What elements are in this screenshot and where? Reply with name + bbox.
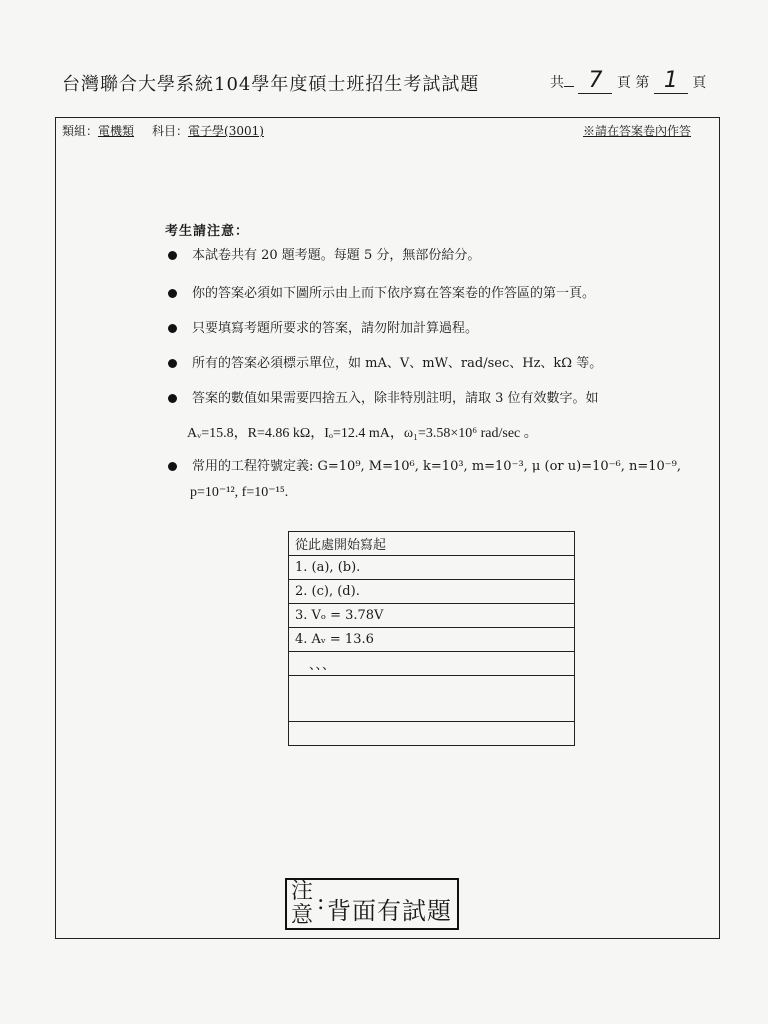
stamp-char-1: 注 (291, 879, 314, 904)
category-label: 類組： (62, 124, 99, 138)
answer-note: ※請在答案卷內作答 (583, 124, 692, 138)
table-row (289, 604, 575, 628)
table-cell: 1. (a), (b). (289, 556, 575, 580)
table-row (289, 722, 575, 746)
table-cell: 2. (c), (d). (289, 580, 575, 604)
page-indicator (550, 68, 706, 94)
exam-title: 台灣聯合大學系統104學年度碩士班招生考試試題 (62, 74, 480, 95)
table-row (289, 532, 575, 556)
bullet-icon (168, 289, 177, 298)
bullet-icon (168, 394, 177, 403)
bullet-icon (168, 359, 177, 368)
exam-header (62, 66, 712, 98)
stamp-colon: : (317, 890, 325, 915)
table-cell: 3. Vₒ = 3.78V (289, 604, 575, 628)
total-prefix: 共 (550, 75, 564, 91)
current-unit: 頁 (692, 75, 707, 91)
notice-example: Aᵥ=15.8，R=4.86 kΩ，Iₒ=12.4 mA，ω₁=3.58×10⁶ rad/sec 。 (187, 426, 538, 441)
category-value: 電機類 (98, 124, 135, 138)
page-unit: 頁 (616, 75, 631, 91)
notice-continuation: p=10⁻¹², f=10⁻¹⁵. (190, 485, 289, 500)
underline (564, 86, 574, 87)
notice-text: 只要填寫考題所要求的答案，請勿附加計算過程。 (192, 321, 479, 336)
table-cell: 從此處開始寫起 (289, 532, 575, 556)
notice-text: 所有的答案必須標示單位，如 mA、V、mW、rad/sec、Hz、kΩ 等。 (192, 356, 603, 371)
table-row (289, 580, 575, 604)
notice-text: 答案的數值如果需要四捨五入，除非特別註明，請取 3 位有效數字。如 (192, 391, 599, 406)
answer-sample-table (288, 531, 575, 746)
subject-label: 科目： (152, 124, 189, 138)
table-cell (289, 722, 575, 746)
notice-heading: 考生請注意： (165, 224, 250, 239)
bullet-icon (168, 462, 177, 471)
current-prefix: 第 (635, 75, 650, 91)
table-cell: 4. Aᵥ = 13.6 (289, 628, 575, 652)
table-cell: 、、、 (289, 652, 575, 676)
notice-stamp (285, 878, 459, 930)
stamp-char-2: 意 (291, 903, 314, 928)
notice-text: 常用的工程符號定義: G=10⁹, M=10⁶, k=10³, m=10⁻³, μ (or u)=10⁻⁶, n=10⁻⁹, (192, 459, 681, 474)
notice-text: 你的答案必須如下圖所示由上而下依序寫在答案卷的作答區的第一頁。 (192, 286, 596, 301)
table-row (289, 652, 575, 676)
table-row (289, 556, 575, 580)
subject-value: 電子學(3001) (188, 124, 264, 138)
notice-text: 本試卷共有 20 題考題。每題 5 分，無部份給分。 (192, 248, 481, 263)
table-row (289, 628, 575, 652)
total-pages: 7 (578, 68, 612, 94)
bullet-icon (168, 251, 177, 260)
bullet-icon (168, 324, 177, 333)
table-cell (289, 676, 575, 722)
page-frame (55, 117, 720, 939)
table-row (289, 676, 575, 722)
stamp-text: 背面有試題 (327, 897, 452, 925)
current-page: 1 (654, 68, 688, 94)
exam-meta (62, 122, 264, 139)
